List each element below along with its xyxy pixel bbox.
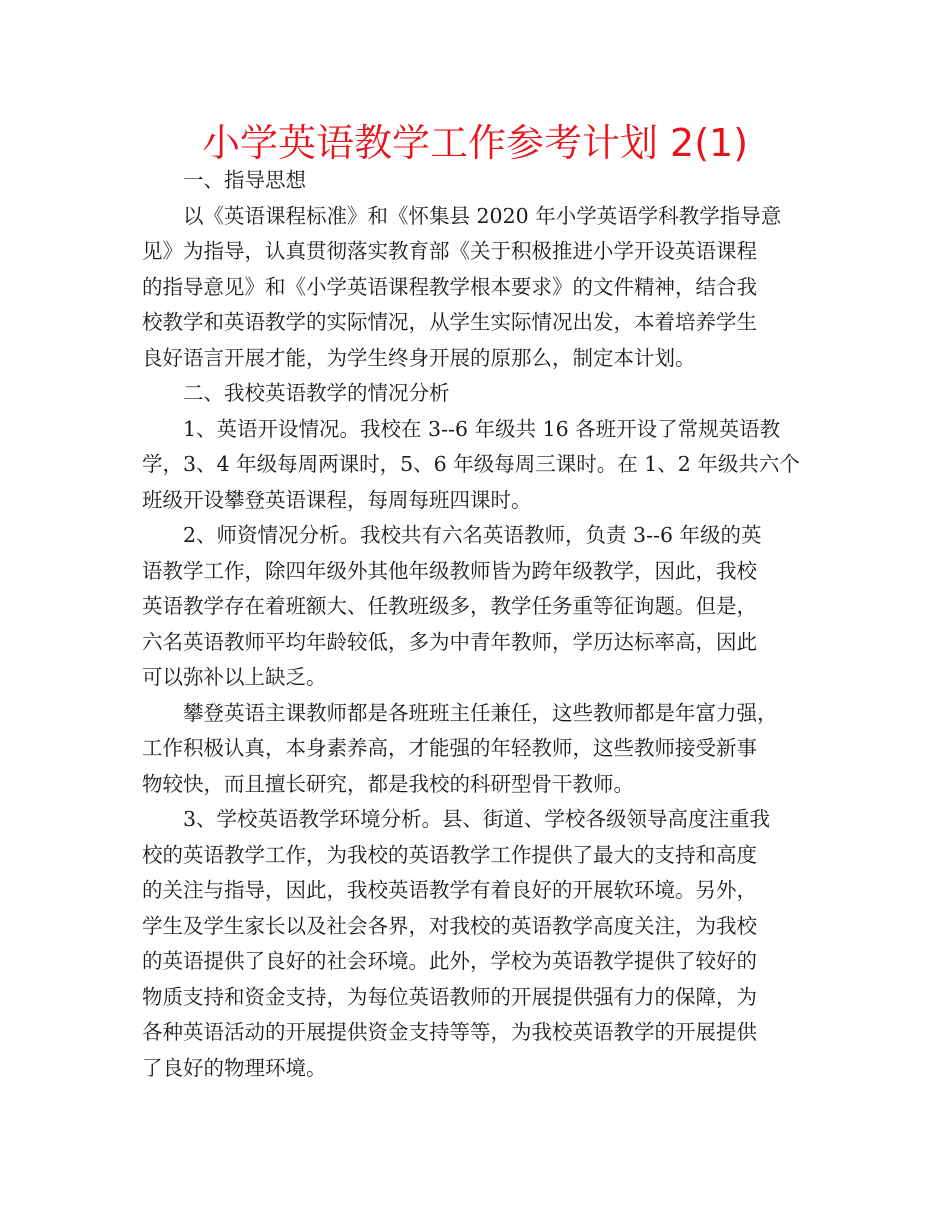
paragraph-line: 学生及学生家长以及社会各界，对我校的英语教学高度关注，为我校 <box>142 913 757 938</box>
paragraph-line: 1、英语开设情况。我校在 3--6 年级共 16 各班开设了常规英语教 <box>183 416 781 441</box>
paragraph-line: 校教学和英语教学的实际情况，从学生实际情况出发，本着培养学生 <box>142 310 757 334</box>
paragraph-line: 可以弥补以上缺乏。 <box>142 665 327 689</box>
section-heading-situation-analysis: 二、我校英语教学的情况分析 <box>183 381 450 405</box>
paragraph-line: 的指导意见》和《小学英语课程教学根本要求》的文件精神，结合我 <box>142 274 757 299</box>
paragraph-line: 见》为指导，认真贯彻落实教育部《关于积极推进小学开设英语课程 <box>142 239 757 263</box>
paragraph-line: 英语教学存在着班额大、任教班级多，教学任务重等征询题。但是， <box>142 594 757 618</box>
paragraph-line: 的英语提供了良好的社会环境。此外，学校为英语教学提供了较好的 <box>142 949 757 973</box>
document-body <box>142 163 814 1086</box>
paragraph-line: 各种英语活动的开展提供资金支持等等，为我校英语教学的开展提供 <box>142 1020 757 1044</box>
paragraph-line: 物质支持和资金支持，为每位英语教师的开展提供强有力的保障，为 <box>142 984 757 1009</box>
section-heading-guiding-ideology: 一、指导思想 <box>183 168 306 192</box>
paragraph-line: 攀登英语主课教师都是各班班主任兼任，这些教师都是年富力强， <box>183 700 778 725</box>
paragraph-line: 工作积极认真，本身素养高，才能强的年轻教师，这些教师接受新事 <box>142 736 757 760</box>
paragraph-line: 学，3、4 年级每周两课时，5、6 年级每周三课时。在 1、2 年级共六个 <box>142 452 800 476</box>
document-title: 小学英语教学工作参考计划 2(1) <box>201 121 749 165</box>
paragraph-line: 良好语言开展才能，为学生终身开展的原那么，制定本计划。 <box>142 345 696 370</box>
paragraph-line: 2、师资情况分析。我校共有六名英语教师，负责 3--6 年级的英 <box>183 523 762 547</box>
paragraph-line: 的关注与指导，因此，我校英语教学有着良好的开展软环境。另外， <box>142 878 757 902</box>
paragraph-line: 了良好的物理环境。 <box>142 1055 327 1080</box>
paragraph-line: 六名英语教师平均年龄较低，多为中青年教师，学历达标率高，因此 <box>142 629 757 654</box>
paragraph-line: 以《英语课程标准》和《怀集县 2020 年小学英语学科教学指导意 <box>183 203 782 228</box>
paragraph-line: 3、学校英语教学环境分析。县、街道、学校各级领导高度注重我 <box>183 807 771 831</box>
paragraph-line: 校的英语教学工作，为我校的英语教学工作提供了最大的支持和高度 <box>142 842 757 867</box>
paragraph-line: 语教学工作，除四年级外其他年级教师皆为跨年级教学，因此，我校 <box>142 558 757 583</box>
paragraph-line: 物较快，而且擅长研究，都是我校的科研型骨干教师。 <box>142 771 634 796</box>
paragraph-line: 班级开设攀登英语课程，每周每班四课时。 <box>142 487 532 512</box>
